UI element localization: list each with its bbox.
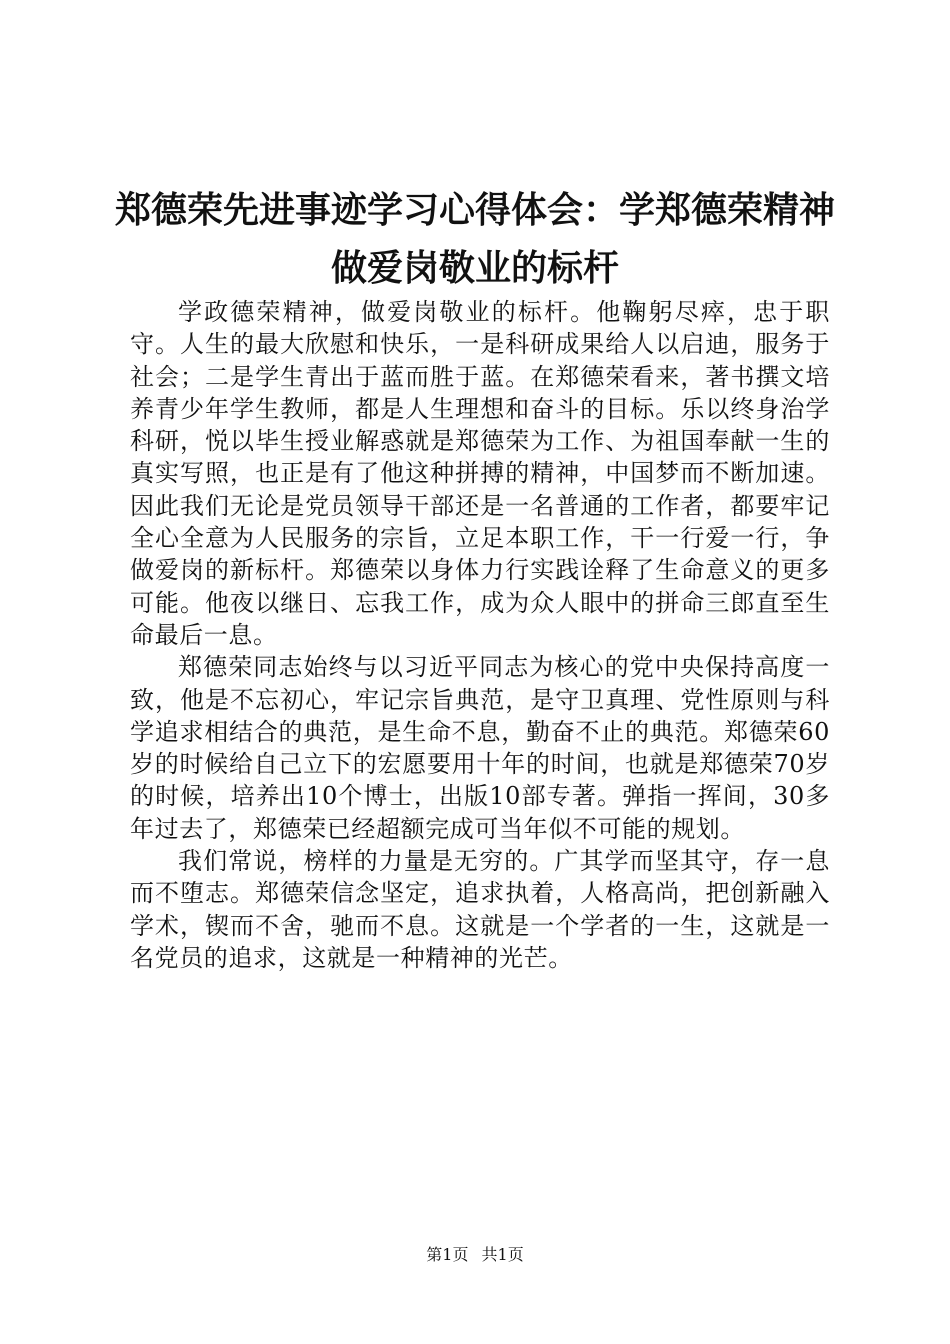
document-body [130, 296, 830, 974]
paragraph-1: 学政德荣精神，做爱岗敬业的标杆。他鞠躬尽瘁，忠于职守。人生的最大欣慰和快乐，一是科研成果给人以启迪，服务于社会；二是学生青出于蓝而胜于蓝。在郑德荣看来，著书撰文培养青少年学生教师，都是人生理想和奋斗的目标。乐以终身治学科研，悦以毕生授业解惑就是郑德荣为工作、为祖国奉献一生的真实写照，也正是有了他这种拼搏的精神，中国梦而不断加速。因此我们无论是党员领导干部还是一名普通的工作者，都要牢记全心全意为人民服务的宗旨，立足本职工作，干一行爱一行，争做爱岗的新标杆。郑德荣以身体力行实践诠释了生命意义的更多可能。他夜以继日、忘我工作，成为众人眼中的拼命三郎直至生命最后一息。 [130, 298, 830, 649]
title-line-1: 郑德荣先进事迹学习心得体会：学郑德荣精神 [114, 190, 835, 231]
paragraph-2: 郑德荣同志始终与以习近平同志为核心的党中央保持高度一致，他是不忘初心，牢记宗旨典范，是守卫真理、党性原则与科学追求相结合的典范，是生命不息，勤奋不止的典范。郑德荣60岁的时候给自己立下的宏愿要用十年的时间，也就是郑德荣70岁的时候，培养出10个博士，出版10部专著。弹指一挥间，30多年过去了，郑德荣已经超额完成可当年似不可能的规划。 [130, 653, 830, 843]
document-title [110, 182, 840, 298]
title-line-2: 做爱岗敬业的标杆 [330, 248, 619, 289]
page-number: 第1页 [426, 1245, 469, 1264]
page-footer [0, 1244, 950, 1266]
paragraph-3: 我们常说，榜样的力量是无穷的。广其学而坚其守，存一息而不堕志。郑德荣信念坚定，追求执着，人格高尚，把创新融入学术，锲而不舍，驰而不息。这就是一个学者的一生，这就是一名党员的追求，这就是一种精神的光芒。 [130, 847, 830, 972]
page-total: 共1页 [481, 1245, 524, 1264]
